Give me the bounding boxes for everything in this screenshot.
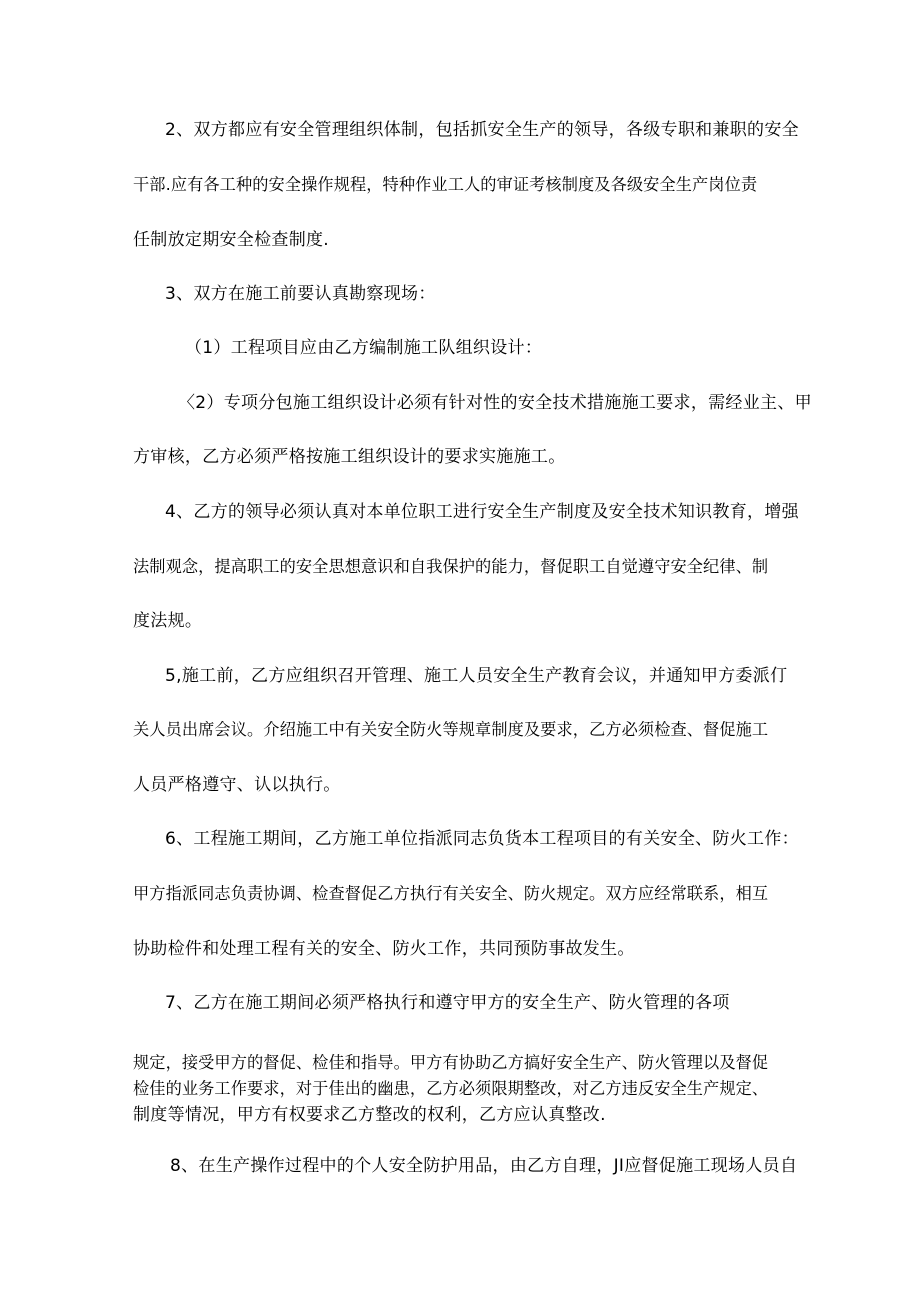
paragraph-2-line-2: 干部.应有各工种的安全操作规程，特种作业工人的审证考核制度及各级安全生产岗位责 [133,175,758,194]
subitem-1-line-1: （1）工程项目应由乙方编制施工队组织设计： [185,338,543,358]
paragraph-6-line-3: 协助检件和处理工程有关的安全、防火工作，共同预防事故发生。 [133,939,635,959]
paragraph-7-line-1: 7、乙方在施工期间必须严格执行和遵守甲方的安全生产、防火管理的各项 [165,993,730,1013]
paragraph-4-line-3: 度法规。 [133,611,203,631]
paragraph-6-line-1: 6、工程施工期间，乙方施工单位指派同志负货本工程项目的有关安全、防火工作： [165,829,799,849]
paragraph-6-line-2: 甲方指派同志负责协调、检查督促乙方执行有关安全、防火规定。双方应经常联系，相互 [133,884,769,903]
paragraph-5-line-2: 关人员出席会议。介绍施工中有关安全防火等规章制度及要求，乙方必须检查、督促施工 [133,720,769,739]
paragraph-2-line-1: 2、双方都应有安全管理组织体制，包括抓安全生产的领导，各级专职和兼职的安全 [165,120,799,140]
paragraph-7-line-3: 检佳的业务工作要求，对于佳出的幽患，乙方必须限期整改，对乙方违反安全生产规定、 [133,1079,769,1098]
subitem-2-line-1: 〈2）专项分包施工组织设计必须有针对性的安全技术措施施工要求，需经业主、甲 [178,393,812,413]
paragraph-2-line-3: 任制放定期安全检查制度. [133,230,330,250]
paragraph-4-line-1: 4、乙方的领导必须认真对本单位职工进行安全生产制度及安全技术知识教育，增强 [165,502,799,522]
paragraph-8-line-1: 8、在生产操作过程中的个人安全防护用品，由乙方自理，JI应督促施工现场人员自 [170,1156,798,1176]
paragraph-5-line-1: 5,施工前，乙方应组织召开管理、施工人员安全生产教育会议，并通知甲方委派仃 [165,666,788,686]
subitem-2-line-2: 方审核，乙方必须严格按施工组织设计的要求实施施工。 [133,447,566,467]
paragraph-4-line-2: 法制观念，提高职工的安全思想意识和自我保护的能力，督促职工自觉遵守安全纪律、制 [133,557,769,576]
paragraph-3-line-1: 3、双方在施工前要认真勘察现场： [165,284,436,304]
paragraph-7-line-4: 制度等情况，甲方有权要求乙方整改的权利，乙方应认真整改. [133,1105,606,1125]
paragraph-5-line-3: 人员严格遵守、认以执行。 [133,775,341,795]
paragraph-7-line-2: 规定，接受甲方的督促、检佳和指导。甲方有协助乙方搞好安全生产、防火管理以及督促 [133,1053,769,1072]
